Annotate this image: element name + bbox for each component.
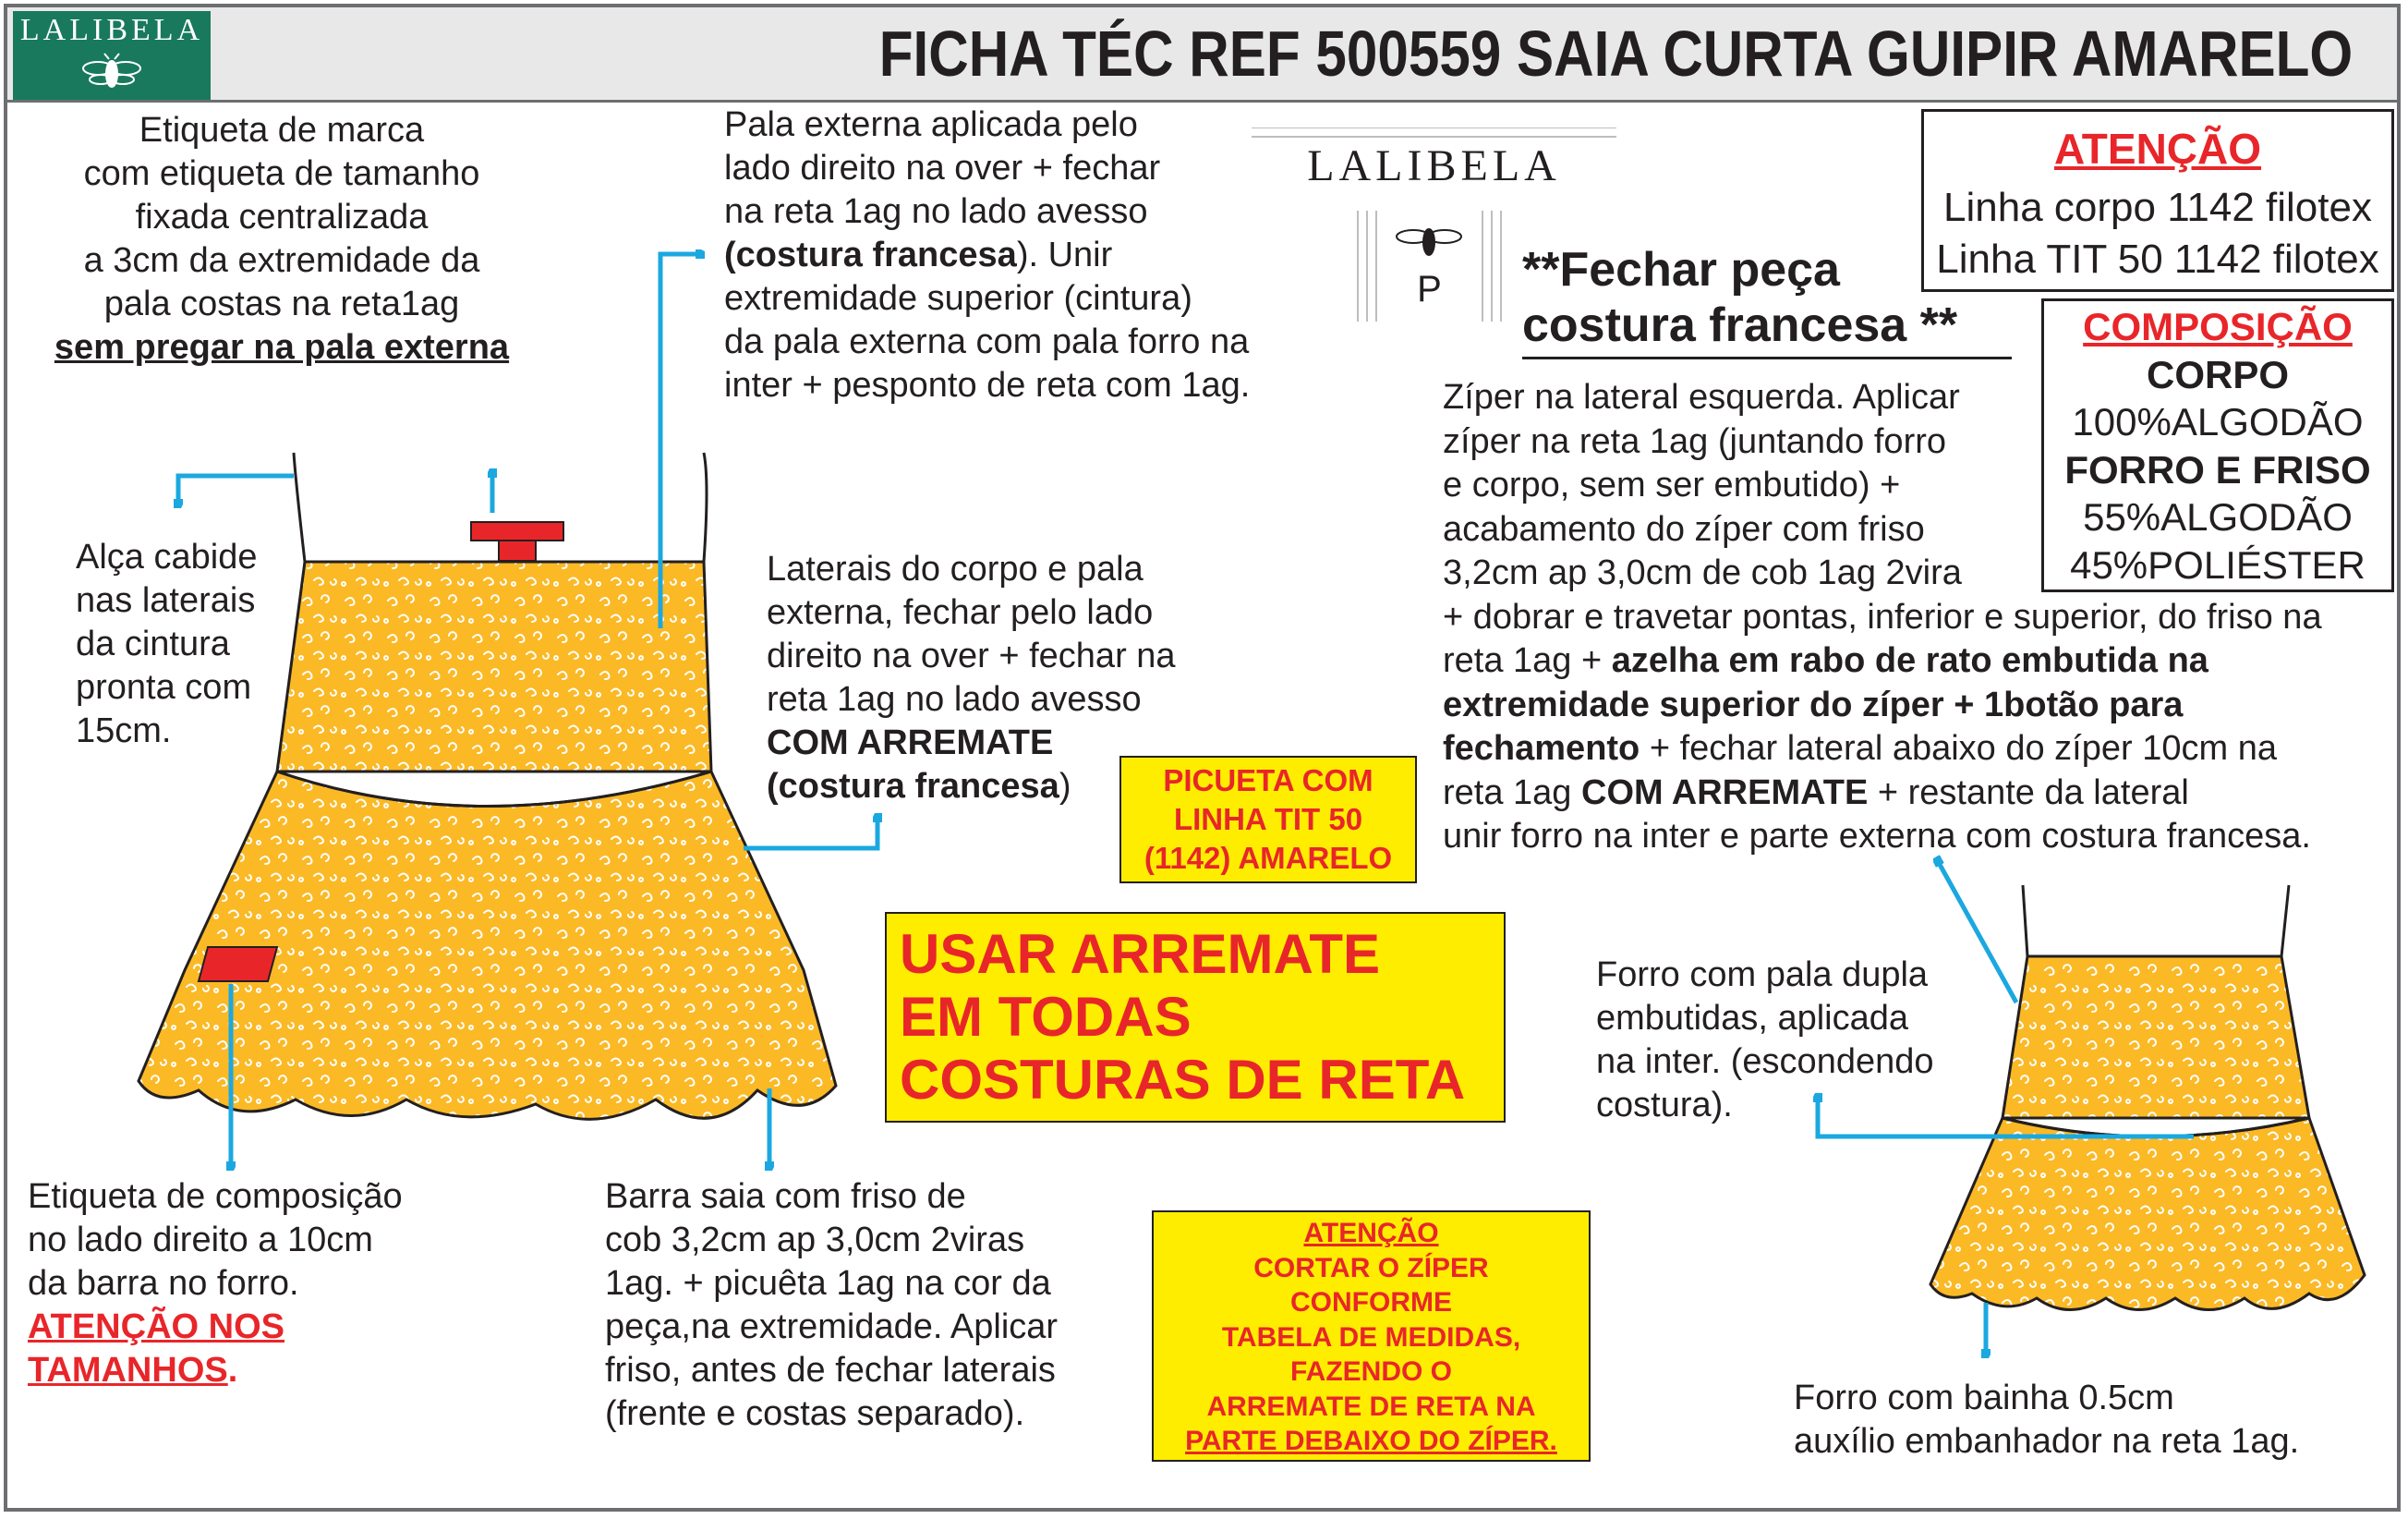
zipper-cut-line: CONFORME: [1290, 1287, 1452, 1318]
heading-line: **Fechar peça: [1522, 243, 1840, 297]
note-text: reta 1ag +: [1443, 641, 1612, 680]
alert-text: TAMANHOS: [28, 1351, 228, 1390]
note-bold: extremidade superior do zíper + 1botão para: [1443, 685, 2184, 724]
note-line: nas laterais: [76, 581, 256, 620]
note-line: + dobrar e travetar pontas, inferior e superior, do friso na: [1443, 597, 2322, 637]
note-line: Forro com bainha 0.5cm: [1794, 1379, 2174, 1417]
note-hanger-loop: [76, 536, 257, 753]
note-zipper: [1443, 376, 2322, 859]
note-composition-label: [28, 1175, 403, 1392]
tag-size: P: [1417, 269, 1442, 310]
alert-text: .: [227, 1351, 238, 1390]
note-line: 1ag. + picuêta 1ag na cor da: [605, 1264, 1051, 1303]
note-line: Etiqueta de marca: [139, 111, 425, 150]
zipper-cut-line: ARREMATE DE RETA NA: [1206, 1391, 1536, 1422]
arremate-line: EM TODAS: [900, 986, 1192, 1048]
lining-skirt-illustration: [1930, 885, 2365, 1310]
note-line: extremidade superior (cintura): [724, 279, 1192, 318]
note-outer-yoke: [724, 103, 1250, 407]
note-text: + fechar lateral abaixo do zíper 10cm na: [1640, 729, 2277, 768]
note-line: zíper na reta 1ag (juntando forro: [1443, 421, 1947, 461]
zipper-cut-line: FAZENDO O: [1289, 1356, 1452, 1387]
picueta-line: LINHA TIT 50: [1173, 802, 1363, 836]
zipper-cut-line: PARTE DEBAIXO DO ZÍPER.: [1185, 1426, 1557, 1456]
composition-value: 100%ALGODÃO: [2072, 400, 2364, 444]
composition-value: 55%ALGODÃO: [2083, 495, 2353, 539]
note-line: auxílio embanhador na reta 1ag.: [1794, 1422, 2300, 1461]
page-title: FICHA TÉC REF 500559 SAIA CURTA GUIPIR AMARELO: [878, 18, 2353, 90]
usar-arremate-box: [885, 912, 1506, 1123]
composition-label: FORRO E FRISO: [2064, 447, 2371, 492]
french-seam-heading: [1522, 242, 1957, 353]
note-lining-hem: [1794, 1377, 2299, 1464]
note-text: + restante da lateral: [1868, 772, 2189, 812]
arrow-side-seam: [744, 818, 877, 848]
heading-underline: [1522, 357, 2012, 359]
note-line: inter + pesponto de reta com 1ag.: [724, 366, 1251, 405]
note-bold: (costura francesa: [724, 236, 1017, 274]
note-line: Pala externa aplicada pelo: [724, 105, 1138, 144]
note-line: da pala externa com pala forro na: [724, 322, 1250, 361]
note-line: [1443, 727, 2322, 772]
usar-arremate-text: [900, 923, 1465, 1112]
note-line: externa, fechar pelo lado: [767, 593, 1154, 632]
note-line: a 3cm da extremidade da: [83, 241, 480, 280]
note-brand-label: [28, 109, 536, 370]
note-lining-yoke: [1596, 954, 1934, 1127]
note-line: acabamento do zíper com friso: [1443, 509, 1925, 549]
picueta-line: PICUETA COM: [1163, 763, 1373, 797]
note-bold: (costura francesa: [767, 767, 1059, 806]
picueta-box: [1119, 756, 1417, 883]
note-line: [1443, 639, 2322, 684]
composition-label: CORPO: [2146, 352, 2289, 396]
note-line: e corpo, sem ser embutido) +: [1443, 466, 1901, 504]
attention-box: [1921, 109, 2394, 292]
attention-line: Linha TIT 50 1142 filotex: [1936, 237, 2379, 282]
note-side-seams: [767, 548, 1176, 808]
note-text: reta 1ag: [1443, 772, 1581, 812]
note-hem: [605, 1175, 1058, 1436]
picueta-text: [1121, 761, 1415, 878]
note-line: com etiqueta de tamanho: [83, 154, 480, 193]
picueta-line: (1142) AMARELO: [1143, 841, 1393, 875]
attention-line: Linha corpo 1142 filotex: [1943, 185, 2372, 230]
zipper-cut-line: CORTAR O ZÍPER: [1253, 1252, 1489, 1283]
note-line: [1443, 772, 2322, 816]
tag-brand: LALIBELA: [1307, 141, 1561, 190]
attention-title: ATENÇÃO: [2053, 125, 2262, 173]
note-line: [724, 234, 1250, 277]
note-line: 15cm.: [76, 711, 172, 750]
note-line: Zíper na lateral esquerda. Aplicar: [1443, 378, 1960, 417]
note-text: ). Unir: [1016, 236, 1113, 274]
alert-text: ATENÇÃO NOS: [28, 1307, 284, 1346]
logo-text: LALIBELA: [19, 13, 204, 47]
note-line: cob 3,2cm ap 3,0cm 2viras: [605, 1221, 1025, 1259]
note-line: (frente e costas separado).: [605, 1394, 1025, 1433]
note-line: unir forro na inter e parte externa com costura francesa.: [1443, 817, 2311, 856]
note-line: na reta 1ag no lado avesso: [724, 192, 1148, 231]
note-line: Alça cabide: [76, 538, 258, 577]
note-line: pronta com: [76, 668, 252, 707]
note-bold: fechamento: [1443, 729, 1640, 768]
note-line: lado direito na over + fechar: [724, 149, 1161, 188]
note-line: no lado direito a 10cm: [28, 1221, 373, 1259]
note-line: [767, 765, 1176, 808]
note-line: Forro com pala dupla: [1596, 955, 1929, 994]
note-line: Laterais do corpo e pala: [767, 550, 1143, 589]
zipper-cut-line: ATENÇÃO: [1303, 1218, 1439, 1248]
note-bold: COM ARREMATE: [767, 723, 1054, 762]
note-line: reta 1ag no lado avesso: [767, 680, 1142, 719]
arremate-line: USAR ARREMATE: [900, 923, 1380, 985]
note-emphasis: sem pregar na pala externa: [54, 328, 510, 367]
note-line: Barra saia com friso de: [605, 1177, 966, 1216]
note-line: da cintura: [76, 625, 230, 663]
note-line: embutidas, aplicada: [1596, 999, 1908, 1038]
note-line: da barra no forro.: [28, 1264, 299, 1303]
zipper-cut-text: [1154, 1216, 1589, 1459]
note-line: na inter. (escondendo: [1596, 1042, 1934, 1081]
note-bold: COM ARREMATE: [1581, 772, 1869, 812]
arremate-line: COSTURAS DE RETA: [900, 1049, 1466, 1111]
note-text: ): [1059, 767, 1071, 806]
note-line: fixada centralizada: [135, 198, 429, 237]
note-bold: azelha em rabo de rato embutida na: [1611, 641, 2208, 680]
alert-line: [28, 1349, 403, 1392]
note-line: direito na over + fechar na: [767, 637, 1176, 675]
note-line: friso, antes de fechar laterais: [605, 1351, 1056, 1390]
attention-lines: [1924, 182, 2391, 286]
note-line: Etiqueta de composição: [28, 1177, 403, 1216]
zipper-cut-box: [1152, 1210, 1591, 1462]
note-line: 3,2cm ap 3,0cm de cob 1ag 2vira: [1443, 553, 1962, 592]
composition-title: COMPOSIÇÃO: [2083, 305, 2353, 348]
note-line: pala costas na reta1ag: [103, 285, 460, 323]
note-line: peça,na extremidade. Aplicar: [605, 1307, 1059, 1346]
composition-value: 45%POLIÉSTER: [2070, 542, 2366, 587]
heading-line: costura francesa **: [1522, 298, 1958, 352]
note-line: costura).: [1596, 1086, 1733, 1124]
arrow-hanger-loop: [178, 476, 294, 504]
arrow-zipper: [1938, 861, 2016, 1003]
zipper-cut-line: TABELA DE MEDIDAS,: [1221, 1321, 1521, 1353]
